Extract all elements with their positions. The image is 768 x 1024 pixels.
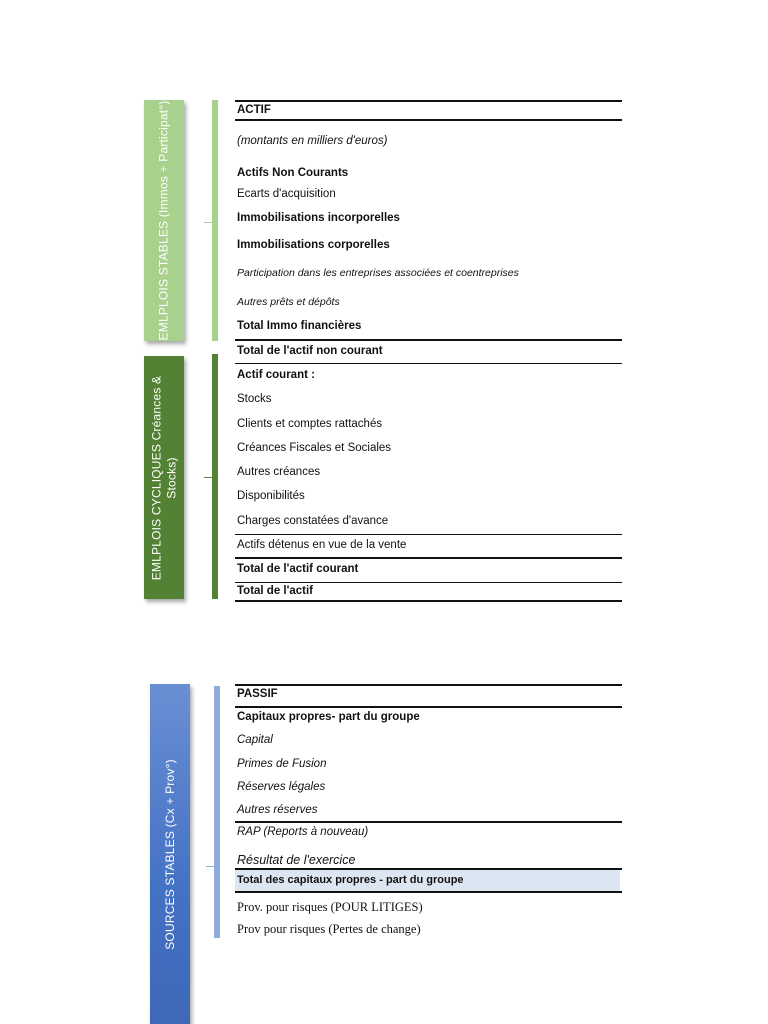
brace-sources-stables — [214, 686, 224, 938]
rule — [235, 534, 622, 535]
other-reserves-label: Autres réserves — [237, 804, 318, 816]
brace-tick — [206, 866, 214, 867]
emplois-cycliques-line-2: Stocks) — [164, 456, 179, 499]
total-assets-label: Total de l'actif — [237, 585, 314, 597]
total-equity-label: Total des capitaux propres - part du groupe — [235, 870, 620, 891]
rule — [235, 557, 622, 559]
total-current-label: Total de l'actif courant — [237, 563, 359, 575]
total-financial-label: Total Immo financières — [237, 320, 362, 332]
tangibles-label: Immobilisations corporelles — [237, 239, 390, 251]
rule — [235, 821, 622, 823]
prov-exchange-label: Prov pour risques (Pertes de change) — [237, 922, 421, 936]
brace-tick — [204, 477, 212, 478]
non-current-header: Actifs Non Courants — [237, 167, 349, 179]
tax-receivables-label: Créances Fiscales et Sociales — [237, 442, 392, 454]
rule — [235, 706, 622, 708]
emplois-cycliques-label — [144, 356, 184, 599]
brace-emplois-cycliques — [212, 354, 222, 599]
rule — [235, 582, 622, 583]
rule — [235, 600, 622, 602]
rule — [235, 119, 622, 121]
emplois-stables-text — [157, 101, 172, 341]
rule — [235, 363, 622, 364]
clients-label: Clients et comptes rattachés — [237, 418, 383, 430]
emplois-stables-line: EMLPLOIS STABLES (Immos + Participat°) — [156, 100, 171, 341]
brace-tick — [204, 222, 212, 223]
rule — [235, 100, 622, 102]
actif-title: ACTIF — [237, 104, 271, 116]
current-header: Actif courant : — [237, 369, 315, 381]
emplois-stables-label — [144, 100, 184, 341]
intangibles-label: Immobilisations incorporelles — [237, 212, 400, 224]
sources-stables-text — [163, 759, 178, 950]
emplois-cycliques-line-1: EMLPLOIS CYCLIQUES Créances & — [149, 375, 164, 580]
rule — [235, 339, 622, 341]
other-receivables-label: Autres créances — [237, 466, 321, 478]
held-for-sale-label: Actifs détenus en vue de la vente — [237, 539, 407, 551]
passif-title: PASSIF — [237, 688, 278, 700]
cash-label: Disponibilités — [237, 490, 305, 502]
legal-reserves-label: Réserves légales — [237, 781, 326, 793]
sources-stables-line: SOURCES STABLES (Cx + Prov°) — [162, 758, 177, 950]
emplois-cycliques-text — [149, 375, 179, 580]
total-non-current-label: Total de l'actif non courant — [237, 345, 383, 357]
unit-note: (montants en milliers d'euros) — [237, 135, 388, 147]
equity-header: Capitaux propres- part du groupe — [237, 711, 420, 723]
brace-bar — [212, 354, 218, 599]
prepaid-label: Charges constatées d'avance — [237, 515, 389, 527]
brace-emplois-stables — [212, 100, 222, 341]
prov-litigation-label: Prov. pour risques (POUR LITIGES) — [237, 900, 423, 914]
net-income-label: Résultat de l'exercice — [237, 853, 356, 867]
other-loans-label: Autres prêts et dépôts — [237, 296, 340, 308]
brace-bar — [214, 686, 220, 938]
goodwill-label: Ecarts d'acquisition — [237, 188, 336, 200]
retained-label: RAP (Reports à nouveau) — [237, 826, 369, 838]
rule — [235, 684, 622, 686]
merger-premium-label: Primes de Fusion — [237, 758, 327, 770]
brace-bar — [212, 100, 218, 341]
capital-label: Capital — [237, 734, 273, 746]
stocks-label: Stocks — [237, 393, 272, 405]
sources-stables-label — [150, 684, 190, 1024]
participations-label: Participation dans les entreprises associées et coentreprises — [237, 267, 519, 279]
rule — [235, 891, 622, 893]
